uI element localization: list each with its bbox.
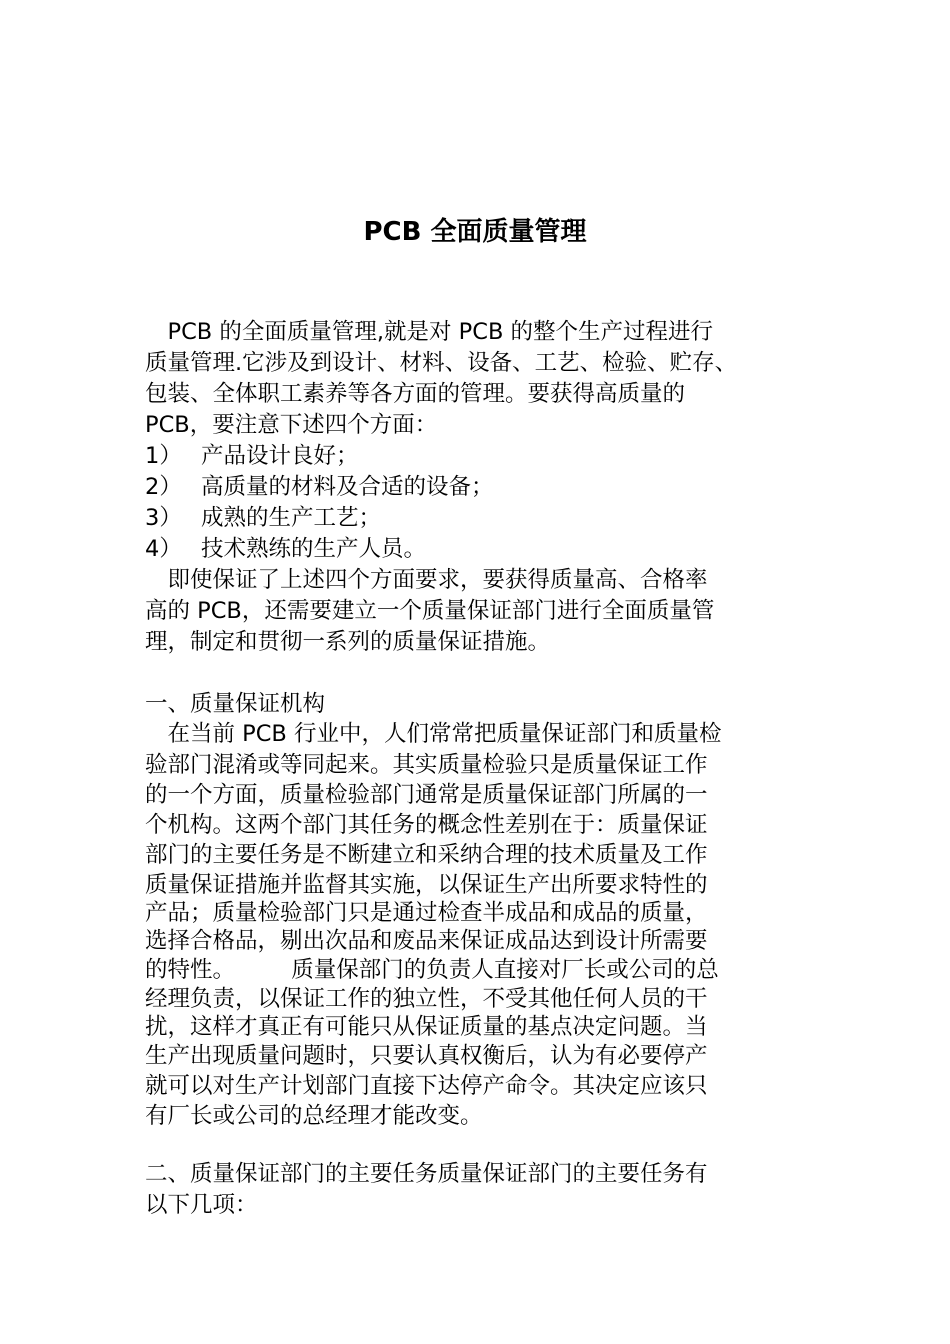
intro-line: 包装、全体职工素养等各方面的管理。要获得高质量的 xyxy=(145,381,686,407)
paragraph-line: 高的 PCB，还需要建立一个质量保证部门进行全面质量管 xyxy=(145,598,715,624)
paragraph-line: 就可以对生产计划部门直接下达停产命令。其决定应该只 xyxy=(145,1073,708,1099)
paragraph-line: 理，制定和贯彻一系列的质量保证措施。 xyxy=(145,629,551,655)
list-item xyxy=(145,441,359,472)
intro-line: 质量管理.它涉及到设计、材料、设备、工艺、检验、贮存、 xyxy=(145,350,738,376)
intro-line: PCB，要注意下述四个方面： xyxy=(145,412,438,438)
paragraph-line: 验部门混淆或等同起来。其实质量检验只是质量保证工作 xyxy=(145,752,708,778)
paragraph-line: 个机构。这两个部门其任务的概念性差别在于：质量保证 xyxy=(145,812,708,838)
list-item xyxy=(145,472,494,503)
list-item-text: 成熟的生产工艺； xyxy=(201,505,382,531)
paragraph-line: 以下几项： xyxy=(145,1192,258,1218)
paragraph-line: 有厂长或公司的总经理才能改变。 xyxy=(145,1103,483,1129)
list-item-number: 4） xyxy=(145,536,182,562)
list-item xyxy=(145,503,381,534)
list-item-text: 技术熟练的生产人员。 xyxy=(201,536,427,562)
list-item xyxy=(145,534,426,565)
paragraph-line: 在当前 PCB 行业中，人们常常把质量保证部门和质量检 xyxy=(145,721,722,747)
list-item-number: 3） xyxy=(145,505,182,531)
list-item-number: 2） xyxy=(145,474,182,500)
paragraph-line: 生产出现质量问题时，只要认真权衡后，认为有必要停产 xyxy=(145,1043,708,1069)
paragraph-line: 产品；质量检验部门只是通过检查半成品和成品的质量， xyxy=(145,900,708,926)
section-heading: 一、质量保证机构 xyxy=(145,691,326,717)
paragraph-line: 扰，这样才真正有可能只从保证质量的基点决定问题。当 xyxy=(145,1014,708,1040)
paragraph-line: 质量保证措施并监督其实施，以保证生产出所要求特性的 xyxy=(145,872,708,898)
paragraph-line: 的一个方面，质量检验部门通常是质量保证部门所属的一 xyxy=(145,782,708,808)
document-title: PCB 全面质量管理 xyxy=(363,217,587,247)
list-item-text: 高质量的材料及合适的设备； xyxy=(201,474,494,500)
section-heading: 二、质量保证部门的主要任务质量保证部门的主要任务有 xyxy=(145,1161,708,1187)
paragraph-line: 部门的主要任务是不断建立和采纳合理的技术质量及工作 xyxy=(145,842,708,868)
list-item-number: 1） xyxy=(145,443,182,469)
paragraph-line: 即使保证了上述四个方面要求，要获得质量高、合格率 xyxy=(145,567,708,593)
paragraph-line: 经理负责，以保证工作的独立性，不受其他任何人员的干 xyxy=(145,986,708,1012)
paragraph-line: 的特性。 质量保部门的负责人直接对厂长或公司的总 xyxy=(145,957,719,983)
paragraph-line: 选择合格品，剔出次品和废品来保证成品达到设计所需要 xyxy=(145,928,708,954)
list-item-text: 产品设计良好； xyxy=(201,443,359,469)
intro-line: PCB 的全面质量管理,就是对 PCB 的整个生产过程进行 xyxy=(145,319,714,345)
